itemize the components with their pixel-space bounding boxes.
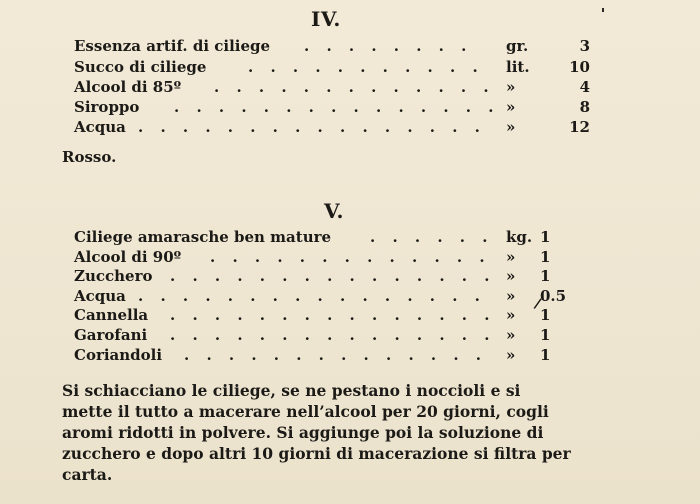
instructions-paragraph [62, 380, 652, 485]
paragraph-line: aromi ridotti in polvere. Si aggiunge poi la soluzione di [62, 423, 544, 442]
quantity: 1 [540, 228, 551, 246]
quantity: 1 [540, 346, 551, 364]
ink-speck [602, 8, 604, 12]
recipe-row [74, 325, 614, 345]
ingredient-name: Alcool di 90º [74, 248, 182, 266]
dot-leader: . . . . . . . . . . . [248, 58, 484, 76]
recipe-row [74, 227, 614, 247]
ingredient-name: Coriandoli [74, 346, 163, 364]
recipe-row [74, 57, 614, 77]
quantity: 1 [540, 248, 551, 266]
ingredient-name: Acqua [74, 287, 126, 305]
handwritten-mark: / [532, 295, 543, 313]
dot-leader: . . . . . . . . [304, 37, 473, 55]
dot-leader: . . . . . . . . . . . . . . . . [138, 118, 486, 136]
paragraph-line: Si schiacciano le ciliege, se ne pestano i noccioli e si [62, 381, 521, 400]
recipe-row [74, 77, 614, 97]
quantity: 8 [579, 98, 590, 116]
unit: » [506, 118, 516, 136]
ingredient-name: Essenza artif. di ciliege [74, 37, 271, 55]
unit: » [506, 346, 516, 364]
dot-leader: . . . . . . . . . . . . . [214, 78, 495, 96]
ingredient-name: Cannella [74, 306, 149, 324]
quantity: 1 [540, 326, 551, 344]
ingredient-name: Succo di ciliege [74, 58, 207, 76]
dot-leader: . . . . . . . . . . . . . . . [174, 98, 500, 116]
dot-leader: . . . . . . [370, 228, 494, 246]
recipe-row [74, 247, 614, 267]
ingredient-name: Zucchero [74, 267, 153, 285]
recipe-row [74, 36, 614, 56]
dot-leader: . . . . . . . . . . . . . . [184, 346, 487, 364]
quantity: 0.5 [540, 287, 567, 305]
dot-leader: . . . . . . . . . . . . . . . [170, 306, 496, 324]
unit: » [506, 306, 516, 324]
unit: kg. [506, 228, 533, 246]
unit: » [506, 267, 516, 285]
paragraph-line: mette il tutto a macerare nell’alcool per 20 giorni, cogli [62, 402, 549, 421]
quantity: 3 [579, 37, 590, 55]
unit: » [506, 78, 516, 96]
ingredient-name: Garofani [74, 326, 148, 344]
dot-leader: . . . . . . . . . . . . . [210, 248, 491, 266]
paragraph-line: zucchero e dopo altri 10 giorni di macerazione si filtra per [62, 444, 571, 463]
ingredient-name: Siroppo [74, 98, 140, 116]
unit: » [506, 98, 516, 116]
recipe-row [74, 266, 614, 286]
section-iv-title: IV. [311, 7, 341, 31]
unit: » [506, 248, 516, 266]
dot-leader: . . . . . . . . . . . . . . . . [138, 287, 486, 305]
unit: lit. [506, 58, 530, 76]
section-v-title: V. [324, 199, 344, 223]
recipe-row [74, 286, 614, 306]
ingredient-name: Ciliege amarasche ben mature [74, 228, 332, 246]
ingredient-name: Acqua [74, 118, 126, 136]
quantity: 1 [540, 306, 551, 324]
unit: » [506, 326, 516, 344]
recipe-row [74, 345, 614, 365]
ingredient-name: Alcool di 85º [74, 78, 182, 96]
unit: » [506, 287, 516, 305]
quantity: 4 [579, 78, 590, 96]
recipe-row [74, 117, 614, 137]
quantity: 1 [540, 267, 551, 285]
quantity: 12 [569, 118, 590, 136]
dot-leader: . . . . . . . . . . . . . . . [170, 267, 496, 285]
unit: gr. [506, 37, 529, 55]
dot-leader: . . . . . . . . . . . . . . . [170, 326, 496, 344]
color-note: Rosso. [62, 148, 117, 166]
recipe-row [74, 97, 614, 117]
paragraph-line: carta. [62, 465, 113, 484]
quantity: 10 [569, 58, 590, 76]
